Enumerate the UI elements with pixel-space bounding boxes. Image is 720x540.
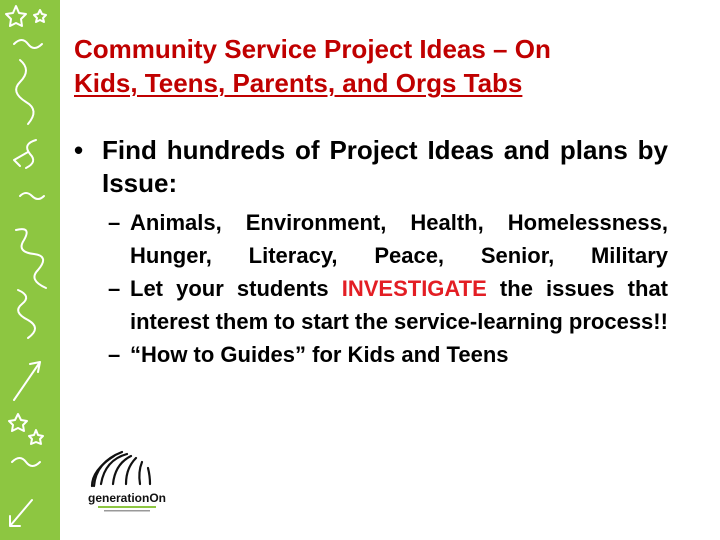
title-line-2: Kids, Teens, Parents, and Orgs Tabs <box>74 68 523 98</box>
bullet-item <box>74 134 668 200</box>
squiggle <box>12 458 40 466</box>
sub-marker: – <box>108 342 121 367</box>
title-line-1: Community Service Project Ideas – On <box>74 34 551 64</box>
highlight-text: INVESTIGATE <box>341 276 487 301</box>
star-icon <box>9 414 27 431</box>
logo-text: generationOn <box>87 491 167 505</box>
decorative-sidebar <box>0 0 60 540</box>
bullet-marker: • <box>74 135 84 165</box>
swirl <box>26 140 36 168</box>
loop-doodle <box>16 229 46 288</box>
sub-item-issues <box>108 206 668 272</box>
squiggle <box>14 40 42 48</box>
bullet-text: Find hundreds of Project Ideas and plans by Issue: <box>102 135 668 198</box>
sub-item-text: Animals, Environment, Health, Homelessness, Hunger, Literacy, Peace, Senior, Military <box>130 210 668 268</box>
script-doodle <box>16 60 33 124</box>
generation-on-logo <box>84 448 170 526</box>
loop-doodle <box>18 290 35 338</box>
squiggle <box>20 193 44 199</box>
sub-item-guides <box>108 338 668 371</box>
slide-body <box>74 134 668 371</box>
sub-list <box>74 206 668 371</box>
doodle-pattern <box>0 0 60 540</box>
star-icon <box>6 6 26 26</box>
sub-marker: – <box>108 276 121 301</box>
arrow-icon <box>10 500 32 526</box>
star-icon <box>34 10 46 22</box>
arrow-icon <box>14 362 40 400</box>
sub-item-text: “How to Guides” for Kids and Teens <box>130 342 509 367</box>
sub-item-investigate <box>108 272 668 338</box>
globe-swirl-logo <box>84 448 170 526</box>
sub-marker: – <box>108 210 121 235</box>
arrow-icon <box>14 152 28 166</box>
sub-item-text-before: Let your students <box>130 276 342 301</box>
star-icon <box>29 430 43 444</box>
slide-title <box>74 32 694 100</box>
sub-item-text-after: the issues that interest them to start the service-learning process!! <box>130 276 668 334</box>
